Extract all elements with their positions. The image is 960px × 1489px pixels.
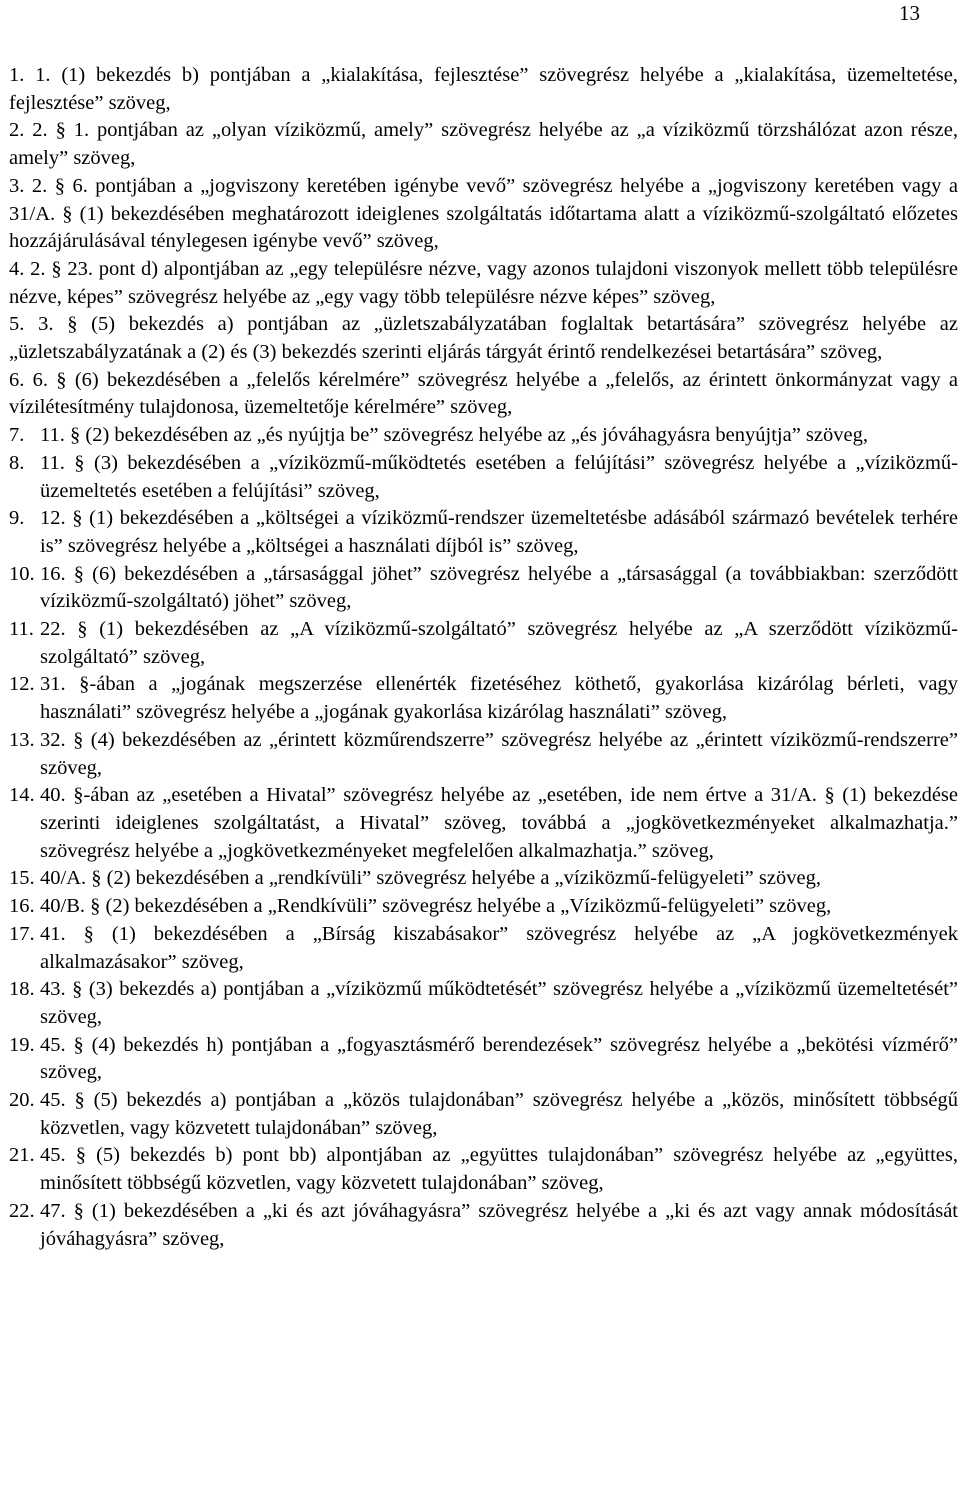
item-text: 40/A. § (2) bekezdésében a „rendkívüli” szövegrész helyébe a „víziközmű-felügyeleti” szöveg, xyxy=(40,867,821,890)
item-number: 7. xyxy=(9,424,25,447)
item-text: 41. § (1) bekezdésében a „Bírság kiszabásakor” szövegrész helyébe az „A jogkövetkezmények alkalmazásakor” szöveg, xyxy=(40,922,958,973)
item-text: 2. § 6. pontjában a „jogviszony keretében igénybe vevő” szövegrész helyébe a „jogviszony keretében vagy a 31/A. § (1) bekezdésében meghatározott ideiglenes szolgáltatás időtartama alatt a víziközmű-szolgáltató előzetes hozzájárulásával ténylegesen igénybe vevő” szöveg, xyxy=(9,174,959,253)
list-item xyxy=(9,450,958,505)
amendment-list xyxy=(9,62,958,1253)
item-text: 40. §-ában az „esetében a Hivatal” szövegrész helyébe az „esetében, ide nem értve a 31/A. § (1) bekezdése szerinti ideiglenes szolgáltatást, a Hivatal” szöveg, továbbá a „jogkövetkezményeket alkalmazhatja.” szövegrész helyébe a „jogkövetkezményeket megfelelően alkalmazhatja.” szöveg, xyxy=(40,784,958,862)
list-item xyxy=(9,367,958,422)
list-item xyxy=(9,893,958,921)
list-item xyxy=(9,505,958,560)
list-item xyxy=(9,117,958,172)
list-item xyxy=(9,1198,958,1253)
item-number: 14. xyxy=(9,784,35,807)
item-text: 2. § 23. pont d) alpontjában az „egy településre nézve, vagy azonos tulajdoni viszonyok mellett több településre nézve, képes” szövegrész helyébe az „egy vagy több településre nézve képes” szöveg, xyxy=(9,257,958,308)
list-item xyxy=(9,1032,958,1087)
list-item xyxy=(9,921,958,976)
item-text: 45. § (5) bekezdés b) pont bb) alpontjában az „együttes tulajdonában” szövegrész helyébe az „együttes, minősített többségű közvetlen, vagy közvetett tulajdonában” szöveg, xyxy=(40,1144,958,1195)
item-number: 6. xyxy=(9,368,25,391)
item-text: 47. § (1) bekezdésében a „ki és azt jóváhagyásra” szövegrész helyébe a „ki és azt vagy annak módosítását jóváhagyásra” szöveg, xyxy=(40,1199,958,1250)
list-item xyxy=(9,782,958,865)
list-item xyxy=(9,561,958,616)
item-number: 8. xyxy=(9,451,25,474)
item-number: 15. xyxy=(9,867,35,890)
item-number: 17. xyxy=(9,922,35,945)
item-number: 21. xyxy=(9,1144,35,1167)
item-text: 2. § 1. pontjában az „olyan víziközmű, amely” szövegrész helyébe az „a víziközmű törzshálózat azon része, amely” szöveg, xyxy=(9,119,959,170)
item-text: 6. § (6) bekezdésében a „felelős kérelmére” szövegrész helyébe a „felelős, az érintett önkormányzat vagy a vízilétesítmény tulajdonosa, üzemeltetője kérelmére” szöveg, xyxy=(9,368,959,419)
item-number: 20. xyxy=(9,1089,35,1112)
list-item xyxy=(9,1087,958,1142)
list-item xyxy=(9,173,958,256)
list-item xyxy=(9,616,958,671)
item-text: 16. § (6) bekezdésében a „társasággal jöhet” szövegrész helyébe a „társasággal (a továbbiakban: szerződött víziközmű-szolgáltató) jöhet” szöveg, xyxy=(40,562,958,613)
item-number: 12. xyxy=(9,673,35,696)
item-number: 4. xyxy=(9,257,25,280)
item-text: 32. § (4) bekezdésében az „érintett közműrendszerre” szövegrész helyébe az „érintett víziközmű-rendszerre” szöveg, xyxy=(40,728,958,779)
list-item xyxy=(9,1142,958,1197)
item-text: 1. (1) bekezdés b) pontjában a „kialakítása, fejlesztése” szövegrész helyébe a „kialakítása, üzemeltetése, fejlesztése” szöveg, xyxy=(9,64,959,114)
page-number: 13 xyxy=(899,1,920,25)
item-text: 43. § (3) bekezdés a) pontjában a „víziközmű működtetését” szövegrész helyébe a „víziközmű üzemeltetését” szöveg, xyxy=(40,978,958,1028)
item-text: 45. § (4) bekezdés h) pontjában a „fogyasztásmérő berendezések” szövegrész helyébe a „bekötési vízmérő” szöveg, xyxy=(40,1033,958,1084)
list-item xyxy=(9,865,958,893)
item-text: 11. § (2) bekezdésében az „és nyújtja be” szövegrész helyébe az „és jóváhagyásra benyújtja” szöveg, xyxy=(40,424,868,447)
item-number: 13. xyxy=(9,728,35,751)
list-item xyxy=(9,256,958,311)
list-item xyxy=(9,727,958,782)
item-text: 3. § (5) bekezdés a) pontjában az „üzletszabályzatában foglaltak betartására” szövegrész helyébe az „üzletszabályzatának a (2) és (3) bekezdés szerinti eljárás tárgyát érintő rendelkezései betartására” szöveg, xyxy=(9,313,958,364)
list-item xyxy=(9,976,958,1031)
item-text: 45. § (5) bekezdés a) pontjában a „közös tulajdonában” szövegrész helyébe a „közös, minősített többségű közvetlen, vagy közvetett tulajdonában” szöveg, xyxy=(40,1089,958,1139)
item-text: 31. §-ában a „jogának megszerzése ellenérték fizetéséhez köthető, gyakorlása kizárólag bérleti, vagy használati” szövegrész helyébe a „jogának gyakorlása kizárólag használati” szöveg, xyxy=(40,673,958,724)
item-number: 3. xyxy=(9,174,25,197)
item-number: 16. xyxy=(9,895,35,918)
list-item xyxy=(9,311,958,366)
list-item xyxy=(9,422,958,450)
item-number: 19. xyxy=(9,1033,35,1056)
item-number: 1. xyxy=(9,64,25,86)
item-number: 11. xyxy=(9,618,34,641)
item-number: 22. xyxy=(9,1199,35,1222)
item-number: 5. xyxy=(9,313,25,336)
list-item xyxy=(9,671,958,726)
item-text: 12. § (1) bekezdésében a „költségei a víziközmű-rendszer üzemeltetésbe adásából származó bevételek terhére is” szövegrész helyébe a „költségei a használati díjból is” szöveg, xyxy=(40,507,958,557)
list-item xyxy=(9,62,958,117)
item-text: 22. § (1) bekezdésében az „A víziközmű-szolgáltató” szövegrész helyébe az „A szerződött víziközmű-szolgáltató” szöveg, xyxy=(40,618,958,668)
item-number: 9. xyxy=(9,507,25,530)
item-number: 10. xyxy=(9,562,35,585)
item-text: 11. § (3) bekezdésében a „víziközmű-működtetés esetében a felújítási” szövegrész helyébe a „víziközmű-üzemeltetés esetében a felújítási” szöveg, xyxy=(40,451,958,502)
item-number: 18. xyxy=(9,978,35,1001)
item-text: 40/B. § (2) bekezdésében a „Rendkívüli” szövegrész helyébe a „Víziközmű-felügyeleti” szöveg, xyxy=(40,895,832,918)
item-number: 2. xyxy=(9,119,25,142)
